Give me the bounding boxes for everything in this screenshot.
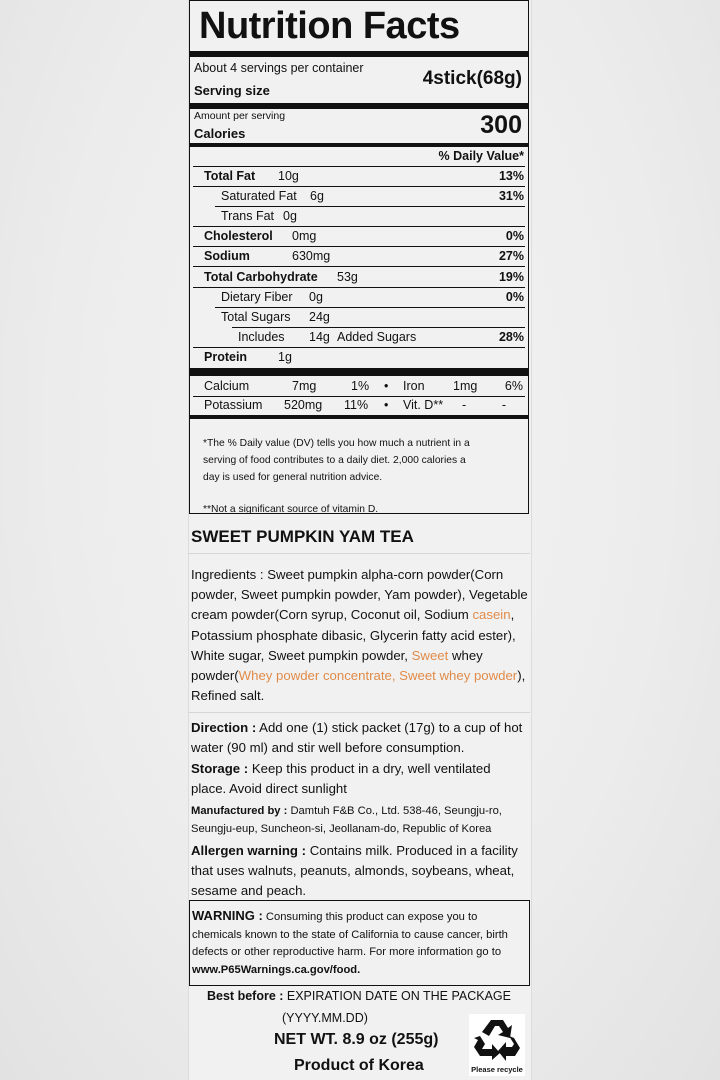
nutrition-facts-title: Nutrition Facts xyxy=(199,5,460,47)
nutrient-amount: 630mg xyxy=(292,249,331,263)
mineral-amount: - xyxy=(462,398,467,412)
row-divider xyxy=(215,206,525,207)
nutrient-amount: 10g xyxy=(278,169,299,183)
nutrient-name: Protein xyxy=(204,350,248,364)
best-before xyxy=(207,989,511,1003)
serving-size-value: 4stick(68g) xyxy=(422,68,522,89)
mineral-name: Vit. D** xyxy=(403,398,444,412)
nutrient-amount: 0g xyxy=(283,209,297,223)
nutrient-amount: 14g xyxy=(309,330,330,344)
divider xyxy=(188,553,530,554)
calories-label: Calories xyxy=(194,126,246,141)
storage-block xyxy=(191,759,529,799)
direction-label: Direction : xyxy=(191,720,257,735)
mineral-amount: 1mg xyxy=(453,379,478,393)
nutrient-amount: 53g xyxy=(337,270,358,284)
ingredient-highlight: casein xyxy=(472,607,511,623)
nutrient-name: Total Sugars xyxy=(221,310,291,324)
nutrient-name: Total Fat xyxy=(204,169,256,183)
allergen-text: Contains milk. Produced in a facility that uses walnuts, peanuts, almonds, soybeans, wheat, sesame and peach. xyxy=(191,843,518,899)
nutrient-name: Cholesterol xyxy=(204,229,273,243)
manufactured-label: Manufactured by : xyxy=(191,805,288,817)
nutrient-name: Total Carbohydrate xyxy=(204,270,318,284)
nutrient-dv: 0% xyxy=(505,290,524,304)
mineral-dv: 11% xyxy=(344,398,369,412)
nutrient-name: Dietary Fiber xyxy=(221,290,293,304)
bullet: • xyxy=(384,398,389,412)
recycle-logo xyxy=(469,1014,525,1076)
thick-rule xyxy=(190,103,528,109)
ingredients-text: ), Refined salt. xyxy=(191,668,526,704)
product-name: SWEET PUMPKIN YAM TEA xyxy=(191,527,414,546)
nutrient-amount: 1g xyxy=(278,350,292,364)
mineral-amount: 520mg xyxy=(284,398,323,412)
direction-text: Add one (1) stick packet (17g) to a cup of hot water (90 ml) and stir well before consumption. xyxy=(191,720,523,756)
recycle-icon xyxy=(472,1016,522,1062)
medium-rule xyxy=(190,143,528,147)
nutrient-amount: 24g xyxy=(309,310,330,324)
mineral-amount: 7mg xyxy=(292,379,317,393)
nutrition-facts-panel xyxy=(189,0,529,514)
net-weight: NET WT. 8.9 oz (255g) xyxy=(274,1031,439,1048)
row-divider xyxy=(193,266,525,267)
mineral-name: Calcium xyxy=(204,379,250,393)
thick-rule xyxy=(190,51,528,57)
bullet: • xyxy=(384,379,389,393)
allergen-block xyxy=(191,841,529,902)
row-divider xyxy=(193,186,525,187)
serving-size-label: Serving size xyxy=(194,83,270,98)
warning-text: Consuming this product can expose you to chemicals known to the state of California to cause cancer, birth defects or other reproductive harm. For more information go to xyxy=(192,911,508,958)
footnote-vitamin-d: **Not a significant source of vitamin D. xyxy=(203,504,379,515)
nutrient-dv: 0% xyxy=(505,229,524,243)
recycle-label: Please recycle xyxy=(471,1065,523,1074)
direction-block xyxy=(191,718,529,758)
warning-label: WARNING : xyxy=(192,908,263,923)
ingredients-text: , Potassium phosphate dibasic, Glycerin fatty acid ester), White sugar, Sweet pumpkin powder, xyxy=(191,607,516,663)
allergen-label: Allergen warning : xyxy=(191,843,307,858)
ingredients-text: Ingredients : Sweet pumpkin alpha-corn powder(Corn powder, Sweet pumpkin powder, Yam powder), Vegetable cream powder(Corn syrup, Coconut oil, Sodium xyxy=(191,567,528,623)
warning-url: www.P65Warnings.ca.gov/food. xyxy=(192,963,361,976)
manufactured-text: Damtuh F&B Co., Ltd. 538-46, Seungju-ro, Seungju-eup, Suncheon-si, Jeollanam-do, Republic of Korea xyxy=(191,805,502,835)
storage-label: Storage : xyxy=(191,761,249,776)
best-before-text: EXPIRATION DATE ON THE PACKAGE xyxy=(283,989,511,1003)
divider xyxy=(188,712,530,713)
ingredient-highlight: Whey powder concentrate, Sweet whey powder xyxy=(238,668,518,684)
row-divider xyxy=(193,287,525,288)
nutrient-dv: 27% xyxy=(498,249,524,263)
nutrient-dv: 19% xyxy=(498,270,524,284)
mineral-dv: 6% xyxy=(504,379,523,393)
amount-per-serving: Amount per serving xyxy=(194,110,286,122)
ingredients-block xyxy=(191,565,529,706)
nutrient-dv: 28% xyxy=(498,330,524,344)
mineral-dv: 1% xyxy=(351,379,370,393)
mineral-name: Iron xyxy=(403,379,425,393)
nutrient-extra: Added Sugars xyxy=(337,330,417,344)
row-divider xyxy=(193,347,525,348)
nutrient-amount: 0g xyxy=(309,290,323,304)
nutrient-dv: 31% xyxy=(498,189,524,203)
nutrient-amount: 6g xyxy=(310,189,324,203)
servings-per-container: About 4 servings per container xyxy=(194,61,364,75)
ingredient-highlight: Sweet xyxy=(411,647,449,663)
mineral-name: Potassium xyxy=(204,398,263,412)
row-divider xyxy=(193,166,525,167)
footnote-dv-line1: *The % Daily value (DV) tells you how much a nutrient in a xyxy=(203,438,470,449)
row-divider xyxy=(193,246,525,247)
nutrient-name: Includes xyxy=(238,330,285,344)
prop65-warning-box xyxy=(189,900,530,986)
date-format: (YYYY.MM.DD) xyxy=(282,1011,368,1025)
mineral-dv: - xyxy=(501,398,506,412)
storage-text: Keep this product in a dry, well ventilated place. Avoid direct sunlight xyxy=(191,761,491,797)
country-of-origin: Product of Korea xyxy=(294,1057,424,1074)
nutrient-name: Trans Fat xyxy=(221,209,275,223)
footnote-dv-line3: day is used for general nutrition advice. xyxy=(203,472,383,483)
medium-rule xyxy=(190,415,528,419)
calories-value: 300 xyxy=(480,111,522,139)
nutrient-name: Sodium xyxy=(204,249,250,263)
row-divider xyxy=(193,396,525,397)
ingredients-text: whey powder( xyxy=(191,647,483,684)
manufacturer-block xyxy=(191,802,529,838)
thick-rule xyxy=(190,368,528,376)
row-divider xyxy=(232,327,525,328)
row-divider xyxy=(193,226,525,227)
daily-value-header: % Daily Value* xyxy=(438,149,524,163)
row-divider xyxy=(215,307,525,308)
best-before-label: Best before : xyxy=(207,989,284,1003)
nutrient-dv: 13% xyxy=(498,169,524,183)
nutrient-amount: 0mg xyxy=(292,229,317,243)
nutrient-name: Saturated Fat xyxy=(221,189,297,203)
footnote-dv-line2: serving of food contributes to a daily diet. 2,000 calories a xyxy=(203,455,466,466)
